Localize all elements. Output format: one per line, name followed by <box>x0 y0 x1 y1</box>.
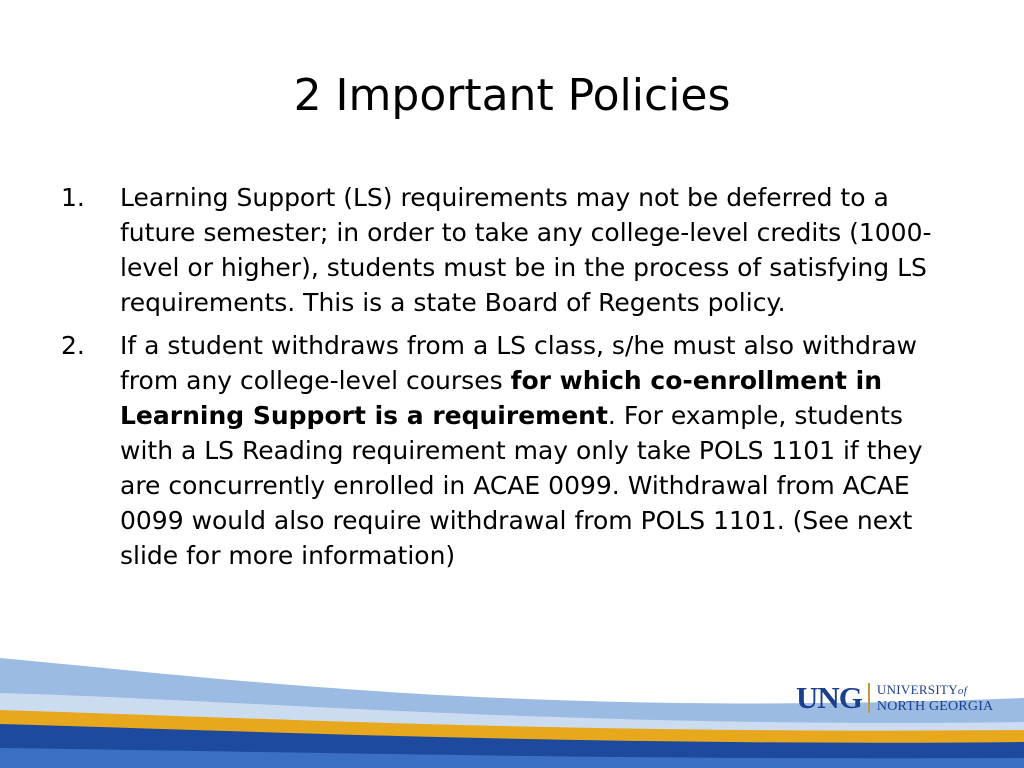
logo-divider <box>868 683 870 713</box>
list-item-text: Learning Support (LS) requirements may not be deferred to a future semester; in order to take any college-level credits (1000-level or higher), students must be in the process of satisfying LS requirements. This is a state Board of Regents policy. <box>120 183 932 317</box>
logo-of-text: of <box>957 685 968 697</box>
logo-mark: UNG <box>796 680 862 715</box>
list-item-text: If a student withdraws from a LS class, s/he must also withdraw from any college-level courses <box>120 331 917 395</box>
logo-wordmark <box>877 682 993 714</box>
ung-logo <box>796 680 1006 716</box>
logo-university-text: UNIVERSITY <box>876 682 958 697</box>
logo-line-university <box>877 682 993 699</box>
policy-list <box>58 180 948 581</box>
list-item <box>58 328 948 573</box>
logo-line-north-georgia: NORTH GEORGIA <box>876 699 994 714</box>
slide-title: 2 Important Policies <box>293 70 731 121</box>
list-item-text-end: . For example, students with a LS Reading requirement may only take POLS 1101 if they are concurrently enrolled in ACAE 0099. Withdrawal from ACAE 0099 would also require withdrawal from POLS 1101. (See next slide for more information) <box>120 401 923 570</box>
list-item <box>58 180 948 320</box>
list-item-bold-text: for which co-enrollment in Learning Support is a requirement <box>120 366 883 430</box>
list-item-number: 2. <box>61 331 85 360</box>
list-item-number: 1. <box>61 183 85 212</box>
